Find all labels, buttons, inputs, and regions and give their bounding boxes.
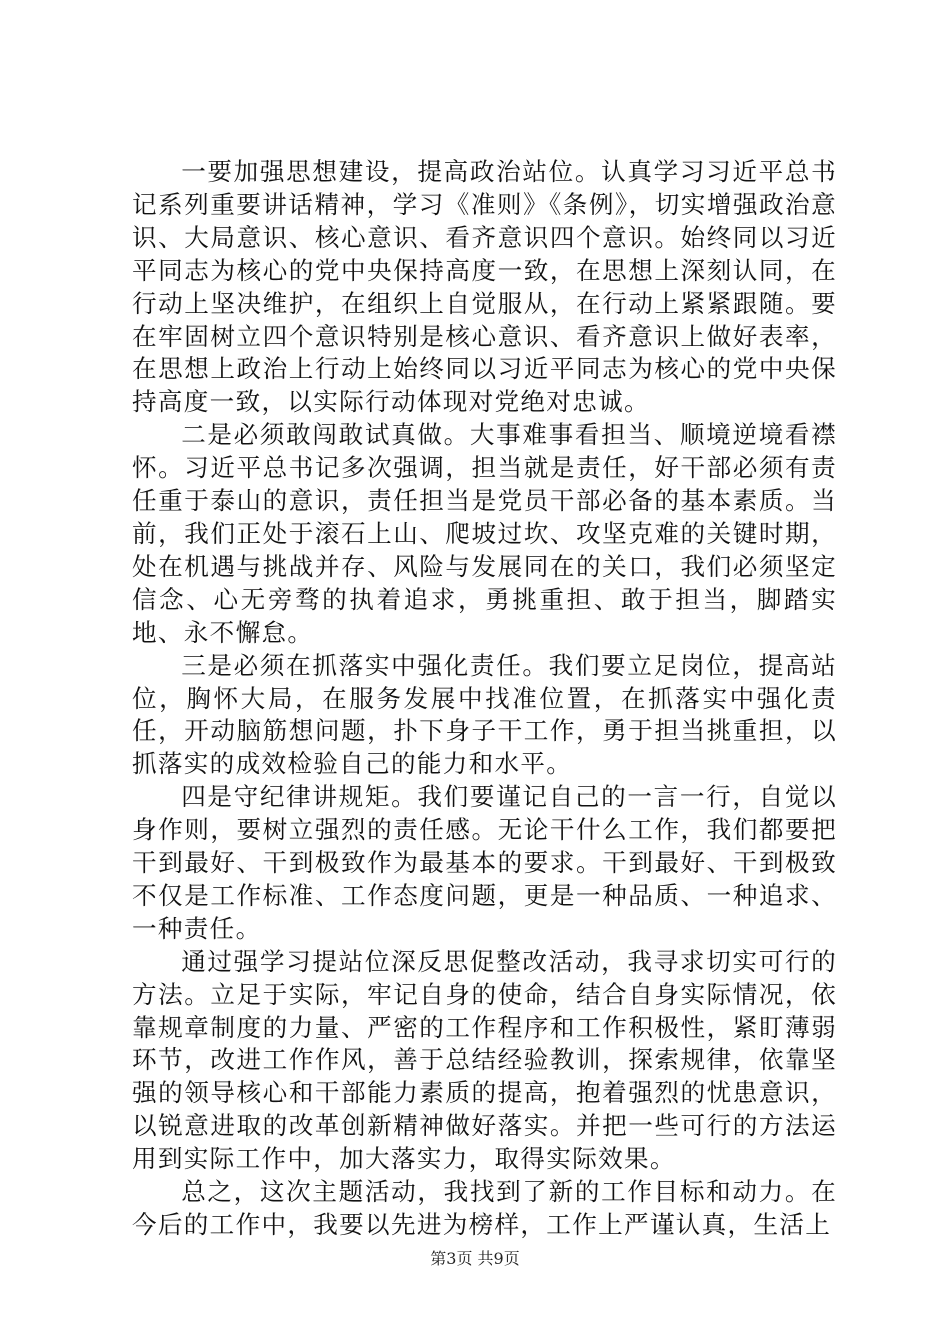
page-number-footer: 第3页 共9页 bbox=[430, 1249, 520, 1268]
paragraph-3: 三是必须在抓落实中强化责任。我们要立足岗位，提高站位，胸怀大局，在服务发展中找准位置，在抓落实中强化责任，开动脑筋想问题，扑下身子干工作，勇于担当挑重担，以抓落实的成效检验自己的能力和水平。 bbox=[132, 650, 837, 779]
paragraph-4: 四是守纪律讲规矩。我们要谨记自己的一言一行，自觉以身作则，要树立强烈的责任感。无论干什么工作，我们都要把干到最好、干到极致作为最基本的要求。干到最好、干到极致不仅是工作标准、工作态度问题，更是一种品质、一种追求、一种责任。 bbox=[132, 782, 837, 943]
paragraph-5: 通过强学习提站位深反思促整改活动，我寻求切实可行的方法。立足于实际，牢记自身的使命，结合自身实际情况，依靠规章制度的力量、严密的工作程序和工作积极性，紧盯薄弱环节，改进工作作风，善于总结经验教训，探索规律，依靠坚强的领导核心和干部能力素质的提高，抱着强烈的忧患意识，以锐意进取的改革创新精神做好落实。并把一些可行的方法运用到实际工作中，加大落实力，取得实际效果。 bbox=[132, 946, 837, 1174]
paragraph-6: 总之，这次主题活动，我找到了新的工作目标和动力。在今后的工作中，我要以先进为榜样，工作上严谨认真，生活上 bbox=[132, 1177, 837, 1239]
document-body bbox=[132, 156, 837, 1242]
paragraph-2: 二是必须敢闯敢试真做。大事难事看担当、顺境逆境看襟怀。习近平总书记多次强调，担当就是责任，好干部必须有责任重于泰山的意识，责任担当是党员干部必备的基本素质。当前，我们正处于滚石上山、爬坡过坎、攻坚克难的关键时期，处在机遇与挑战并存、风险与发展同在的关口，我们必须坚定信念、心无旁骛的执着追求，勇挑重担、敢于担当，脚踏实地、永不懈怠。 bbox=[132, 420, 837, 647]
paragraph-1: 一要加强思想建设，提高政治站位。认真学习习近平总书记系列重要讲话精神，学习《准则》《条例》，切实增强政治意识、大局意识、核心意识、看齐意识四个意识。始终同以习近平同志为核心的党中央保持高度一致，在思想上深刻认同，在行动上坚决维护，在组织上自觉服从，在行动上紧紧跟随。要在牢固树立四个意识特别是核心意识、看齐意识上做好表率，在思想上政治上行动上始终同以习近平同志为核心的党中央保持高度一致，以实际行动体现对党绝对忠诚。 bbox=[132, 157, 837, 417]
